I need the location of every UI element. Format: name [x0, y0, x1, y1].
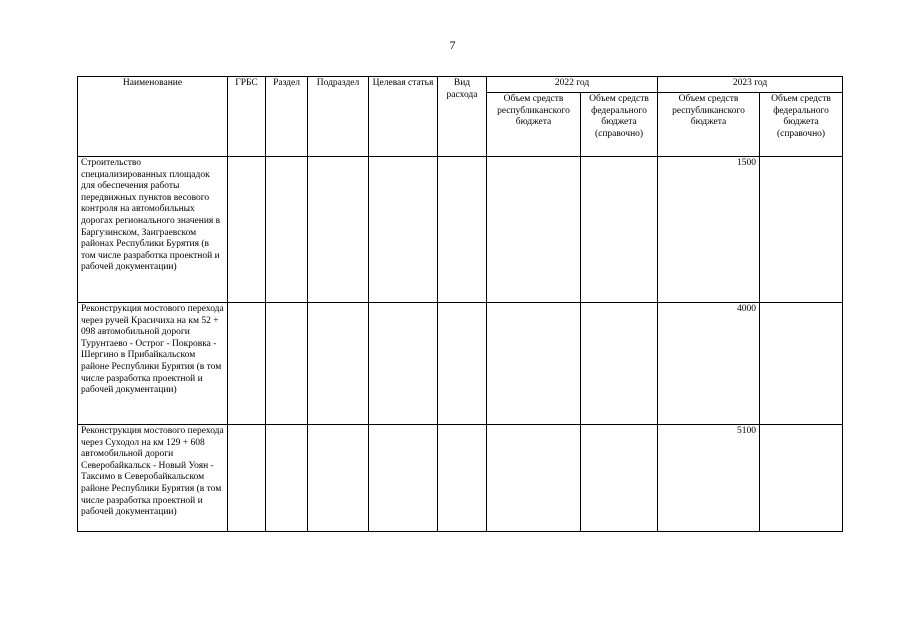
- row-podrazdel: [308, 425, 369, 532]
- row-name: Реконструкция мостового перехода через Суходол на км 129 + 608 автомобильной дороги Северобайкальск - Новый Уоян - Таксимо в Северобайкальском районе Республики Бурятия (в том числе разработка проектной и рабочей документации): [78, 425, 228, 532]
- row-2023-republic: 1500: [658, 157, 760, 303]
- row-podrazdel: [308, 303, 369, 425]
- row-name: Строительство специализированных площадок для обеспечения работы передвижных пунктов весового контроля на автомобильных дорогах регионального значения в Баргузинском, Заиграевском районах Республики Бурятия (в том числе разработка проектной и рабочей документации): [78, 157, 228, 303]
- header-2022-federal-budget: Объем средств федерального бюджета (справочно): [581, 93, 658, 157]
- row-2022-republic: [487, 303, 581, 425]
- row-target-article: [369, 157, 438, 303]
- row-grbs: [228, 303, 266, 425]
- row-2023-republic: 4000: [658, 303, 760, 425]
- row-razdel: [266, 425, 308, 532]
- row-name: Реконструкция мостового перехода через ручей Красичиха на км 52 + 098 автомобильной дороги Турунтаево - Острог - Покровка - Шергино в Прибайкальском районе Республики Бурятия (в том числе разработка проектной и рабочей документации): [78, 303, 228, 425]
- row-grbs: [228, 425, 266, 532]
- header-2023-federal-budget: Объем средств федерального бюджета (справочно): [760, 93, 843, 157]
- row-2023-republic: 5100: [658, 425, 760, 532]
- header-expense-type: Вид расхода: [438, 77, 487, 157]
- table-row: [78, 303, 843, 425]
- row-podrazdel: [308, 157, 369, 303]
- row-expense-type: [438, 425, 487, 532]
- header-grbs: ГРБС: [228, 77, 266, 157]
- table-row: [78, 425, 843, 532]
- row-2022-federal: [581, 303, 658, 425]
- header-target-article: Целевая статья: [369, 77, 438, 157]
- row-razdel: [266, 303, 308, 425]
- row-2023-federal: [760, 303, 843, 425]
- row-2023-federal: [760, 157, 843, 303]
- row-2022-republic: [487, 425, 581, 532]
- row-2022-federal: [581, 157, 658, 303]
- row-2022-federal: [581, 425, 658, 532]
- header-2022-republic-budget: Объем средств республиканского бюджета: [487, 93, 581, 157]
- row-grbs: [228, 157, 266, 303]
- row-2022-republic: [487, 157, 581, 303]
- header-podrazdel: Подраздел: [308, 77, 369, 157]
- row-target-article: [369, 425, 438, 532]
- header-name: Наименование: [78, 77, 228, 157]
- header-2023-republic-budget: Объем средств республиканского бюджета: [658, 93, 760, 157]
- header-razdel: Раздел: [266, 77, 308, 157]
- header-year-2023: 2023 год: [658, 77, 843, 93]
- row-razdel: [266, 157, 308, 303]
- row-expense-type: [438, 157, 487, 303]
- row-target-article: [369, 303, 438, 425]
- row-2023-federal: [760, 425, 843, 532]
- header-year-2022: 2022 год: [487, 77, 658, 93]
- table-row: [78, 157, 843, 303]
- page-number: 7: [449, 38, 456, 52]
- row-expense-type: [438, 303, 487, 425]
- budget-table: [77, 76, 843, 532]
